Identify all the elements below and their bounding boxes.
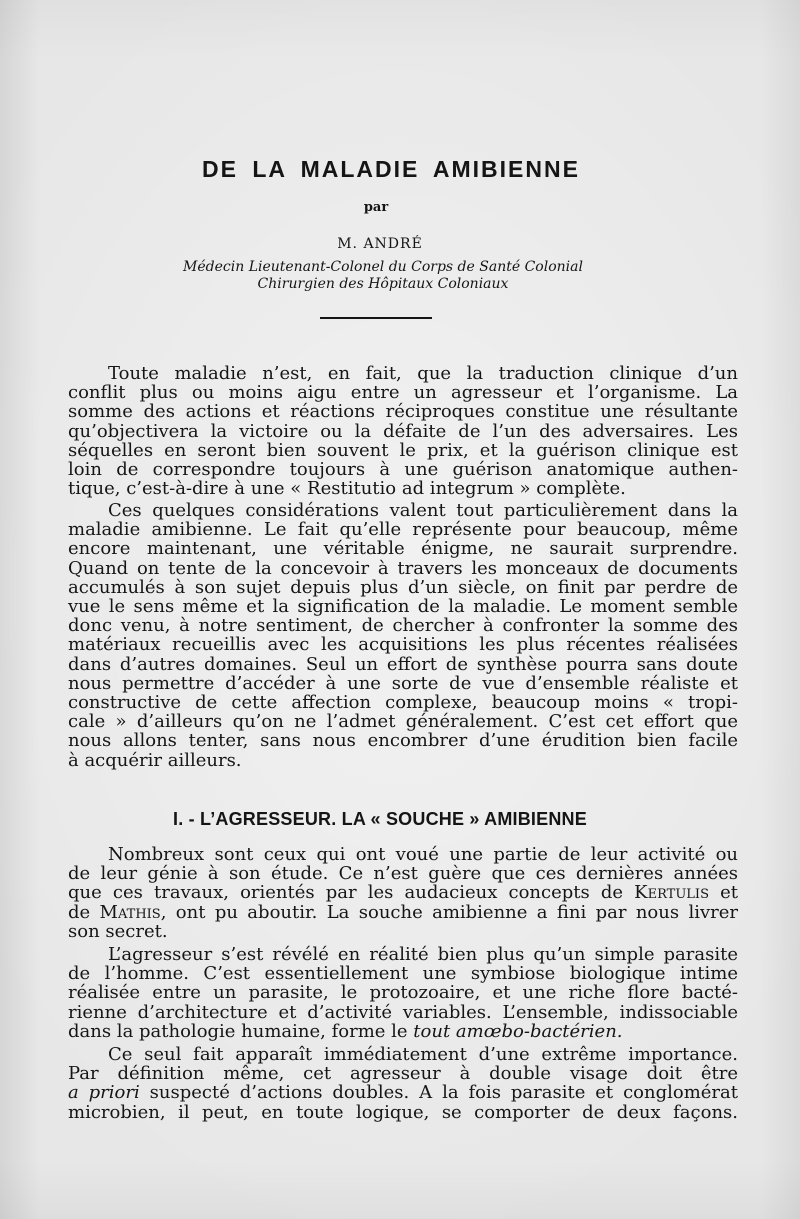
section-heading-1: I. - L’AGRESSEUR. LA « SOUCHE » AMIBIENNE — [173, 809, 587, 829]
text-line: encore maintenant, une véritable énigme, ne saurait surprendre. — [68, 538, 738, 560]
text-line: microbien, il peut, en toute logique, se comporter de deux façons. — [68, 1101, 738, 1123]
text-line: conflit plus ou moins aigu entre un agresseur et l’organisme. La — [68, 382, 738, 404]
text-line: de l’homme. C’est essentiellement une symbiose biologique intime — [68, 963, 738, 985]
text-line: Quand on tente de la concevoir à travers les monceaux de documents — [68, 557, 738, 579]
text-line: séquelles en seront bien souvent le prix, et la guérison clinique est — [68, 439, 738, 461]
section-1-paragraph-1 — [68, 845, 738, 941]
text-line: dans d’autres domaines. Seul un effort de synthèse pourra sans doute — [68, 653, 738, 675]
author-credentials — [162, 259, 604, 293]
text-line: nous allons tenter, sans nous encombrer d’une érudition bien facile — [68, 730, 738, 752]
text-line: cale » d’ailleurs qu’on ne l’admet généralement. C’est cet effort que — [68, 711, 738, 733]
text-line: nous permettre d’accéder à une sorte de vue d’ensemble réaliste et — [68, 672, 738, 694]
author-name: M. ANDRÉ — [337, 236, 423, 252]
text-line: Nombreux sont ceux qui ont voué une partie de leur activité ou — [108, 844, 738, 865]
text-line: Toute maladie n’est, en fait, que la traduction clinique d’un — [108, 363, 738, 384]
text-run: dans la pathologie humaine, forme le — [68, 1020, 414, 1042]
text-run: que ces travaux, orientés par les audacieux concepts de — [68, 882, 635, 904]
article-title: DE LA MALADIE AMIBIENNE — [202, 156, 580, 182]
author-rank-line: Médecin Lieutenant-Colonel du Corps de Santé Colonial — [183, 259, 583, 275]
text-line: qu’objectivera la victoire ou la défaite de l’un des adversaires. Les — [68, 420, 738, 442]
text-run: , ont pu aboutir. La souche amibienne a fini par nous livrer — [160, 901, 738, 923]
text-line: donc venu, à notre sentiment, de chercher à confronter la somme des — [68, 615, 738, 637]
text-line: somme des actions et réactions réciproques constitue une résultante — [68, 401, 738, 423]
text-line: maladie amibienne. Le fait qu’elle représente pour beaucoup, même — [68, 519, 738, 541]
section-1-paragraph-2 — [68, 945, 738, 1041]
text-line: tique, c’est-à-dire à une « Restitutio ad integrum » complète. — [68, 478, 626, 500]
text-line: réalisée entre un parasite, le protozoaire, et une riche flore bacté- — [68, 982, 738, 1004]
text-line: son secret. — [68, 920, 168, 942]
text-line — [68, 1022, 738, 1041]
text-line — [68, 883, 738, 902]
intro-paragraph-2 — [68, 501, 738, 770]
text-line — [68, 1083, 738, 1102]
section-1-paragraph-3 — [68, 1045, 738, 1122]
title-separator-rule — [320, 317, 432, 319]
byline-par: par — [363, 200, 389, 215]
proper-name-smallcaps: Kertulis — [634, 882, 709, 904]
text-run: suspecté d’actions doubles. A la fois parasite et conglomérat — [139, 1082, 738, 1104]
text-line: constructive de cette affection complexe, beaucoup moins « tropi- — [68, 692, 738, 714]
text-line: Ce seul fait apparaît immédiatement d’une extrême importance. — [108, 1044, 738, 1065]
text-line: Ces quelques considérations valent tout particulièrement dans la — [108, 500, 738, 521]
text-line: rienne d’architecture et d’activité variables. L’ensemble, indissociable — [68, 1001, 738, 1023]
text-line: loin de correspondre toujours à une guérison anatomique authen- — [68, 459, 738, 481]
text-line: de leur génie à son étude. Ce n’est guère que ces dernières années — [68, 863, 738, 885]
text-line: matériaux recueillis avec les acquisitions les plus récentes réalisées — [68, 634, 738, 656]
text-run: de — [68, 901, 100, 923]
text-line: à acquérir ailleurs. — [68, 749, 242, 771]
italic-phrase: a priori — [68, 1082, 140, 1104]
text-line: vue le sens même et la signification de la maladie. Le moment semble — [68, 596, 738, 618]
intro-paragraph-1 — [68, 364, 738, 498]
text-line: L’agresseur s’est révélé en réalité bien plus qu’un simple parasite — [108, 944, 738, 965]
italic-phrase: tout amœbo-bactérien. — [413, 1020, 623, 1042]
text-run: et — [708, 882, 739, 904]
proper-name-smallcaps: Mathis — [99, 901, 161, 923]
text-line: Par définition même, cet agresseur à double visage doit être — [68, 1063, 738, 1085]
text-line — [68, 903, 738, 922]
text-line: accumulés à son sujet depuis plus d’un siècle, on finit par perdre de — [68, 576, 738, 598]
author-affiliation-line: Chirurgien des Hôpitaux Coloniaux — [257, 276, 509, 292]
